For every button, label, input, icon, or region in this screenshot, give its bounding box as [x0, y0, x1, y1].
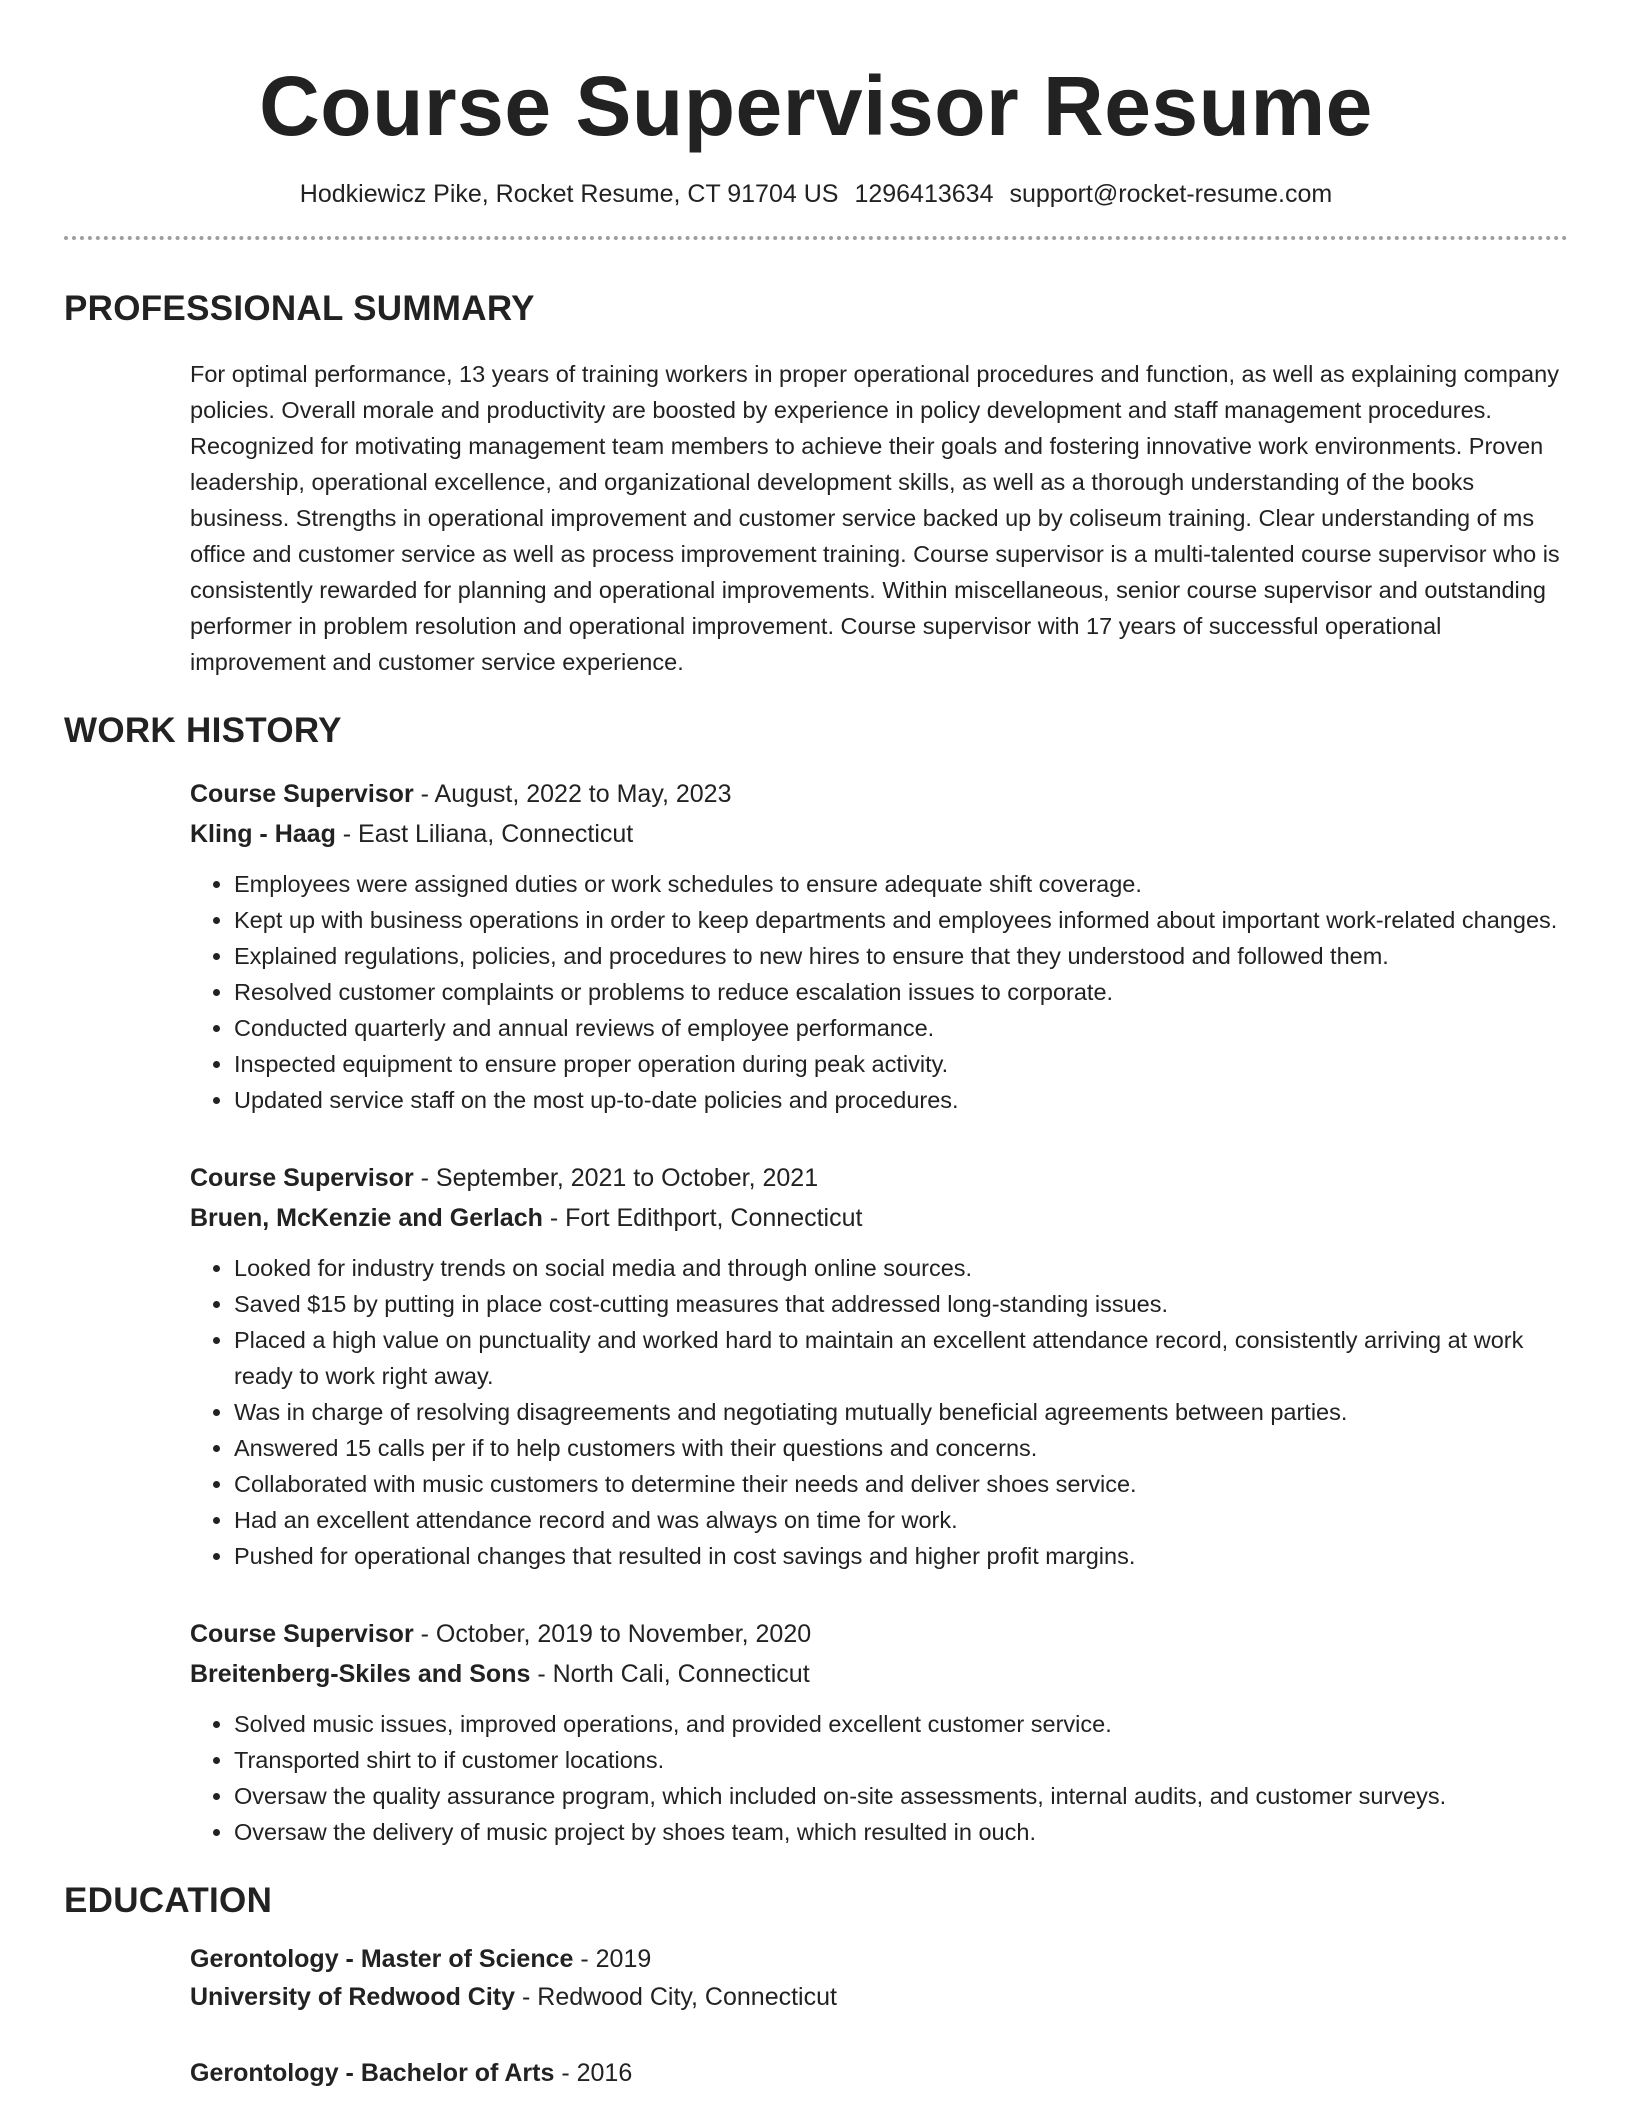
- job-company-line: [190, 1198, 1568, 1238]
- job-bullet: • Was in charge of resolving disagreements and negotiating mutually beneficial agreements between parties.: [234, 1394, 1568, 1430]
- job-location: - East Liliana, Connecticut: [335, 820, 634, 848]
- education-entry: [190, 2054, 1568, 2092]
- work-history-section: [64, 774, 1568, 1850]
- job-company: Kling - Haag: [190, 820, 336, 848]
- job-bullet: • Saved $15 by putting in place cost-cutting measures that addressed long-standing issues.: [234, 1286, 1568, 1322]
- contact-email: support@rocket-resume.com: [1009, 180, 1333, 208]
- job-entry: [190, 1158, 1568, 1574]
- education-year: - 2016: [554, 2059, 633, 2087]
- job-dates: - October, 2019 to November, 2020: [413, 1620, 812, 1648]
- education-degree-line: [190, 1940, 1568, 1978]
- education-school: University of Redwood City: [190, 1983, 516, 2011]
- job-bullet: • Inspected equipment to ensure proper operation during peak activity.: [234, 1046, 1568, 1082]
- job-bullet: • Oversaw the delivery of music project by shoes team, which resulted in ouch.: [234, 1814, 1568, 1850]
- job-bullet: • Placed a high value on punctuality and worked hard to maintain an excellent attendance record, consistently arriving at work ready to work right away.: [234, 1322, 1568, 1394]
- job-bullet: • Transported shirt to if customer locations.: [234, 1742, 1568, 1778]
- job-location: - Fort Edithport, Connecticut: [542, 1204, 863, 1232]
- job-bullet: • Explained regulations, policies, and procedures to new hires to ensure that they understood and followed them.: [234, 938, 1568, 974]
- job-bullet: • Resolved customer complaints or problems to reduce escalation issues to corporate.: [234, 974, 1568, 1010]
- education-school-line: [190, 1978, 1568, 2016]
- job-company: Breitenberg-Skiles and Sons: [190, 1660, 531, 1688]
- job-bullet: • Solved music issues, improved operations, and provided excellent customer service.: [234, 1706, 1568, 1742]
- job-bullet: • Looked for industry trends on social media and through online sources.: [234, 1250, 1568, 1286]
- contact-line: [64, 178, 1568, 210]
- summary-heading: PROFESSIONAL SUMMARY: [64, 289, 535, 328]
- job-company-line: [190, 1654, 1568, 1694]
- job-title: Course Supervisor: [190, 1164, 414, 1192]
- education-degree-line: [190, 2054, 1568, 2092]
- job-entry: [190, 1614, 1568, 1850]
- job-bullet: • Oversaw the quality assurance program, which included on-site assessments, internal audits, and customer surveys.: [234, 1778, 1568, 1814]
- job-bullet: • Updated service staff on the most up-to-date policies and procedures.: [234, 1082, 1568, 1118]
- education-degree: Gerontology - Master of Science: [190, 1945, 574, 1973]
- job-bullets: [190, 866, 1568, 1118]
- education-location: - Redwood City, Connecticut: [515, 1983, 837, 2011]
- header-divider: [64, 236, 1568, 240]
- job-bullet: • Employees were assigned duties or work schedules to ensure adequate shift coverage.: [234, 866, 1568, 902]
- job-bullet: • Conducted quarterly and annual reviews of employee performance.: [234, 1010, 1568, 1046]
- resume-title: Course Supervisor Resume: [259, 59, 1373, 153]
- summary-section: [64, 356, 1568, 680]
- job-bullets: [190, 1250, 1568, 1574]
- job-location: - North Cali, Connecticut: [530, 1660, 810, 1688]
- job-bullet: • Had an excellent attendance record and was always on time for work.: [234, 1502, 1568, 1538]
- education-heading: EDUCATION: [64, 1881, 273, 1920]
- education-year: - 2019: [573, 1945, 652, 1973]
- job-company-line: [190, 814, 1568, 854]
- education-degree: Gerontology - Bachelor of Arts: [190, 2059, 555, 2087]
- job-bullet: • Collaborated with music customers to determine their needs and deliver shoes service.: [234, 1466, 1568, 1502]
- job-bullet: • Answered 15 calls per if to help customers with their questions and concerns.: [234, 1430, 1568, 1466]
- work-history-heading: WORK HISTORY: [64, 711, 342, 750]
- summary-text: For optimal performance, 13 years of training workers in proper operational procedures and function, as well as explaining company policies. Overall morale and productivity are boosted by experience in policy development and staff management procedures. Recognized for motivating management team members to achieve their goals and fostering innovative work environments. Proven leadership, operational excellence, and organizational development skills, as well as a thorough understanding of the books business. Strengths in operational improvement and customer service backed up by coliseum training. Clear understanding of ms office and customer service as well as process improvement training. Course supervisor is a multi-talented course supervisor who is consistently rewarded for planning and operational improvements. Within miscellaneous, senior course supervisor and outstanding performer in problem resolution and operational improvement. Course supervisor with 17 years of successful operational improvement and customer service experience.: [190, 361, 1560, 675]
- job-entry: [190, 774, 1568, 1118]
- job-title-line: [190, 1158, 1568, 1198]
- job-title-line: [190, 774, 1568, 814]
- contact-phone: 1296413634: [854, 180, 994, 208]
- job-dates: - September, 2021 to October, 2021: [413, 1164, 819, 1192]
- job-title-line: [190, 1614, 1568, 1654]
- job-bullet: • Kept up with business operations in order to keep departments and employees informed about important work-related changes.: [234, 902, 1568, 938]
- job-company: Bruen, McKenzie and Gerlach: [190, 1204, 543, 1232]
- job-title: Course Supervisor: [190, 780, 414, 808]
- contact-address: Hodkiewicz Pike, Rocket Resume, CT 91704 US: [299, 180, 839, 208]
- job-title: Course Supervisor: [190, 1620, 414, 1648]
- education-section: [64, 1940, 1568, 2092]
- job-bullet: • Pushed for operational changes that resulted in cost savings and higher profit margins.: [234, 1538, 1568, 1574]
- job-dates: - August, 2022 to May, 2023: [413, 780, 732, 808]
- job-bullets: [190, 1706, 1568, 1850]
- education-entry: [190, 1940, 1568, 2016]
